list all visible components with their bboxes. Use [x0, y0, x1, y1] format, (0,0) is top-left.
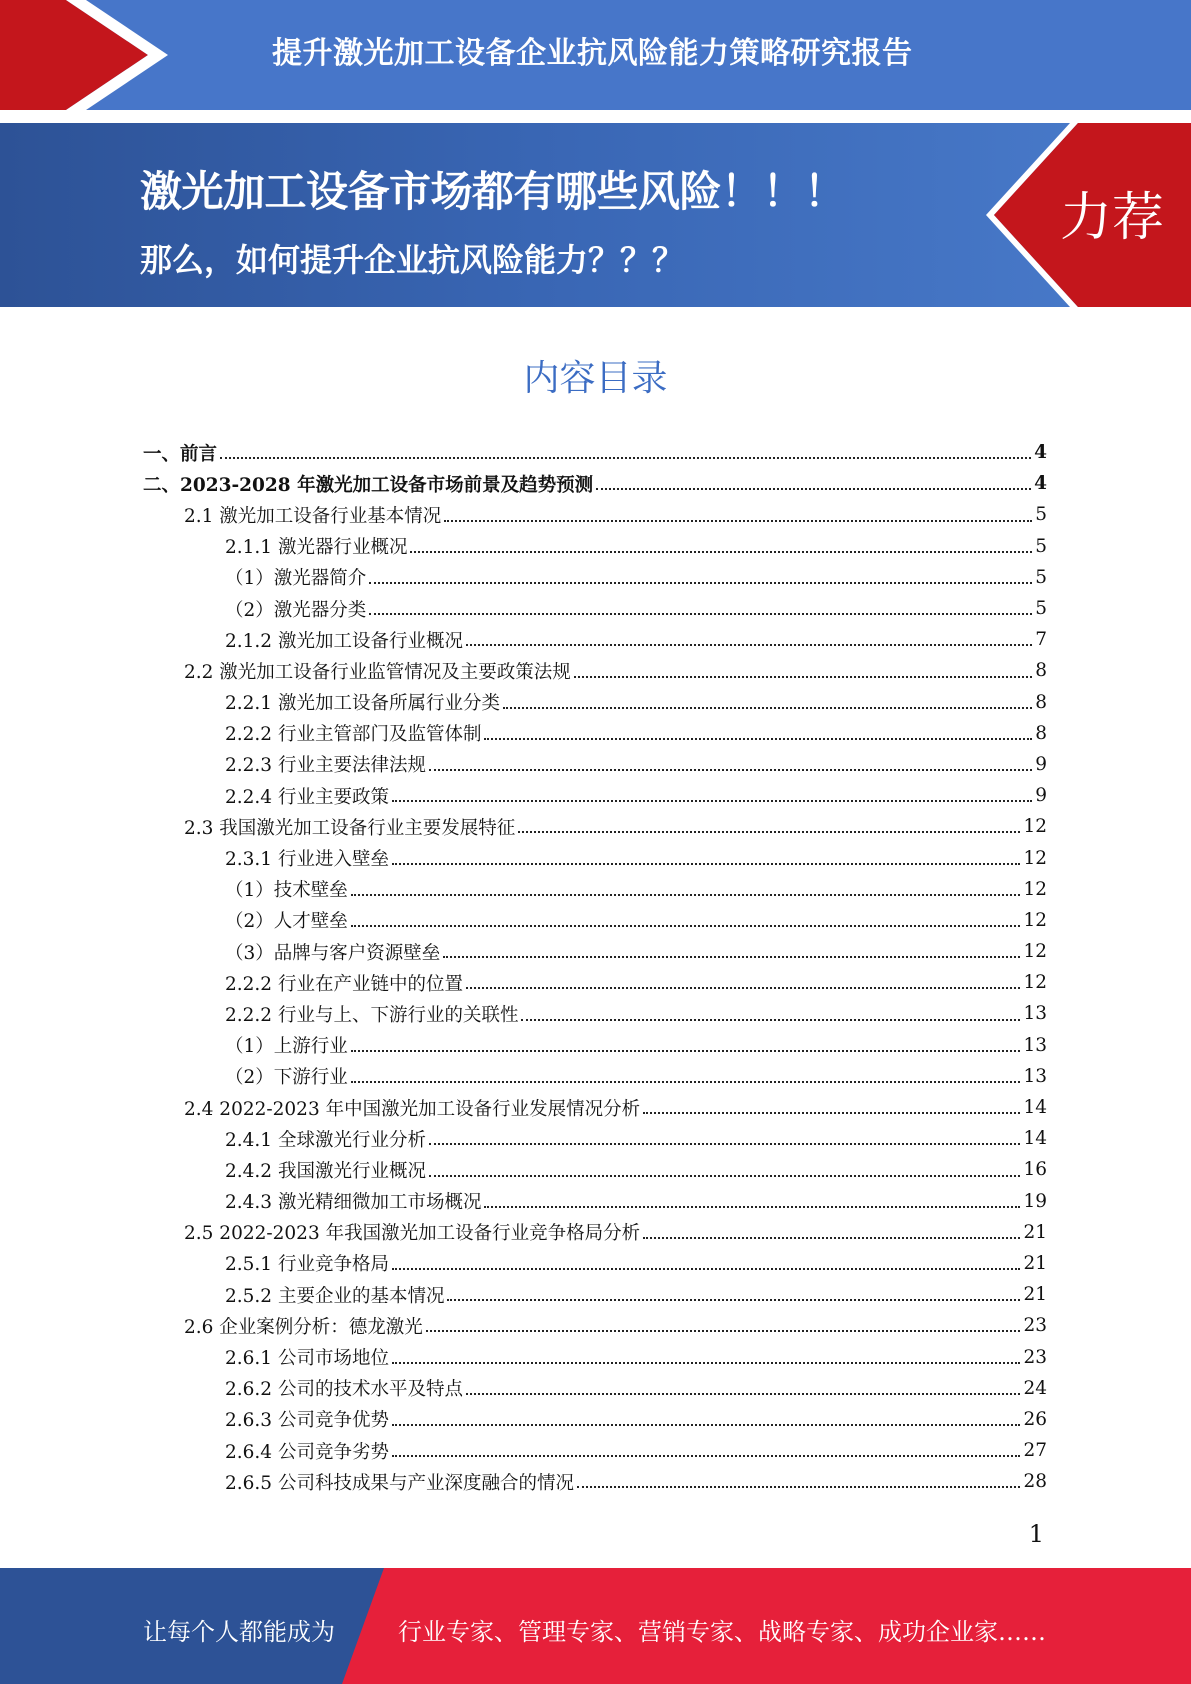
toc-entry-page: 9	[1035, 753, 1047, 775]
toc-dot-leader	[643, 1237, 1020, 1239]
toc-entry[interactable]	[0, 1248, 1191, 1279]
toc-dot-leader	[369, 613, 1032, 615]
toc-entry[interactable]	[0, 749, 1191, 780]
toc-dot-leader	[447, 1299, 1020, 1301]
toc-entry[interactable]	[0, 967, 1191, 998]
toc-entry[interactable]	[0, 1154, 1191, 1185]
report-title: 提升激光加工设备企业抗风险能力策略研究报告	[272, 36, 913, 71]
page-number: 1	[1028, 1520, 1044, 1548]
toc-entry-page: 27	[1023, 1440, 1047, 1462]
toc-dot-leader	[410, 551, 1032, 553]
toc-entry[interactable]	[0, 1341, 1191, 1372]
toc-entry-label: 2.2.4 行业主要政策	[225, 786, 389, 808]
toc-entry-label: 二、2023-2028 年激光加工设备市场前景及趋势预测	[143, 474, 594, 496]
toc-entry[interactable]	[0, 905, 1191, 936]
toc-entry[interactable]	[0, 1092, 1191, 1123]
toc-dot-leader	[429, 769, 1032, 771]
toc-entry-page: 12	[1023, 816, 1047, 838]
footer-slogan-lead: 让每个人都能成为	[143, 1618, 335, 1646]
toc-dot-leader	[392, 1424, 1020, 1426]
toc-dot-leader	[643, 1112, 1020, 1114]
toc-entry-page: 13	[1023, 1003, 1047, 1025]
toc-dot-leader	[444, 520, 1032, 522]
toc-entry[interactable]	[0, 718, 1191, 749]
toc-dot-leader	[484, 738, 1032, 740]
toc-entry-label: 2.1.1 激光器行业概况	[225, 537, 408, 559]
toc-entry-label: 2.1.2 激光加工设备行业概况	[225, 630, 463, 652]
toc-entry[interactable]	[0, 1466, 1191, 1497]
toc-entry-page: 21	[1023, 1221, 1047, 1243]
toc-entry-label: 2.6.5 公司科技成果与产业深度融合的情况	[225, 1472, 574, 1494]
toc-entry-page: 12	[1023, 909, 1047, 931]
toc-entry[interactable]	[0, 437, 1191, 468]
toc-dot-leader	[369, 582, 1032, 584]
toc-entry-label: 2.6.2 公司的技术水平及特点	[225, 1379, 463, 1401]
hero-band	[0, 123, 1191, 307]
toc-entry[interactable]	[0, 842, 1191, 873]
toc-dot-leader	[466, 644, 1032, 646]
toc-entry[interactable]	[0, 874, 1191, 905]
toc-entry-page: 26	[1023, 1408, 1047, 1430]
toc-entry-label: 2.3.1 行业进入壁垒	[225, 849, 389, 871]
toc-entry-label: 2.6.4 公司竞争劣势	[225, 1441, 389, 1463]
toc-entry[interactable]	[0, 811, 1191, 842]
toc-entry-label: 2.5 2022-2023 年我国激光加工设备行业竞争格局分析	[184, 1223, 641, 1245]
toc-entry-page: 12	[1023, 847, 1047, 869]
toc-entry-page: 21	[1023, 1252, 1047, 1274]
toc-entry-label: 2.2 激光加工设备行业监管情况及主要政策法规	[184, 661, 571, 683]
toc-entry-label: （1）激光器简介	[225, 568, 367, 590]
toc-dot-leader	[392, 863, 1020, 865]
toc-entry-label: 2.5.2 主要企业的基本情况	[225, 1285, 445, 1307]
toc-dot-leader	[351, 925, 1021, 927]
toc-entry-label: 2.2.3 行业主要法律法规	[225, 755, 426, 777]
toc-entry-page: 4	[1034, 442, 1047, 464]
toc-entry-page: 5	[1035, 598, 1047, 620]
toc-entry[interactable]	[0, 687, 1191, 718]
toc-entry-page: 19	[1023, 1190, 1047, 1212]
toc-entry-page: 13	[1023, 1034, 1047, 1056]
toc-dot-leader	[392, 1455, 1020, 1457]
toc-dot-leader	[392, 800, 1032, 802]
toc-dot-leader	[429, 1175, 1020, 1177]
toc-entry-label: （2）下游行业	[225, 1067, 348, 1089]
toc-entry-label: 2.4.3 激光精细微加工市场概况	[225, 1192, 482, 1214]
toc-dot-leader	[443, 956, 1020, 958]
toc-entry-page: 9	[1035, 785, 1047, 807]
toc-entry-label: 2.4.2 我国激光行业概况	[225, 1160, 426, 1182]
toc-entry[interactable]	[0, 1404, 1191, 1435]
hero-subheadline: 那么，如何提升企业抗风险能力？？？	[140, 241, 685, 279]
toc-entry-label: 2.2.2 行业主管部门及监管体制	[225, 724, 482, 746]
toc-entry-label: 2.1 激光加工设备行业基本情况	[184, 505, 442, 527]
toc-entry-page: 8	[1035, 660, 1047, 682]
toc-entry-label: 2.4 2022-2023 年中国激光加工设备行业发展情况分析	[184, 1098, 641, 1120]
toc-entry[interactable]	[0, 655, 1191, 686]
toc-entry-label: 2.4.1 全球激光行业分析	[225, 1129, 426, 1151]
toc-dot-leader	[426, 1330, 1021, 1332]
toc-entry-label: （2）人才壁垒	[225, 911, 348, 933]
toc-dot-leader	[574, 676, 1032, 678]
toc-entry-page: 8	[1035, 691, 1047, 713]
toc-entry-page: 4	[1034, 473, 1047, 495]
toc-entry[interactable]	[0, 1373, 1191, 1404]
toc-entry-page: 28	[1023, 1471, 1047, 1493]
toc-entry[interactable]	[0, 998, 1191, 1029]
toc-entry-page: 21	[1023, 1284, 1047, 1306]
toc-entry-page: 23	[1023, 1346, 1047, 1368]
toc-entry[interactable]	[0, 531, 1191, 562]
toc-entry[interactable]	[0, 1030, 1191, 1061]
toc-dot-leader	[596, 488, 1031, 490]
toc-entry-label: 2.3 我国激光加工设备行业主要发展特征	[184, 817, 516, 839]
hero-headline: 激光加工设备市场都有哪些风险！！！	[140, 167, 846, 216]
toc-entry-label: （3）品牌与客户资源壁垒	[225, 942, 441, 964]
toc-entry-page: 14	[1023, 1097, 1047, 1119]
toc-entry[interactable]	[0, 1123, 1191, 1154]
toc-entry-page: 24	[1023, 1377, 1047, 1399]
toc-entry[interactable]	[0, 1435, 1191, 1466]
toc-dot-leader	[351, 1050, 1021, 1052]
footer-slogan-roles: 行业专家、管理专家、营销专家、战略专家、成功企业家……	[398, 1618, 1046, 1646]
toc-entry[interactable]	[0, 468, 1191, 499]
toc-entry[interactable]	[0, 624, 1191, 655]
toc-entry-label: 2.6.3 公司竞争优势	[225, 1410, 389, 1432]
toc-dot-leader	[503, 707, 1032, 709]
recommend-badge: 力荐	[1060, 188, 1165, 248]
toc-entry[interactable]	[0, 936, 1191, 967]
toc-entry[interactable]	[0, 593, 1191, 624]
toc-entry-label: （1）上游行业	[225, 1036, 348, 1058]
toc-entry-page: 5	[1035, 504, 1047, 526]
toc-entry[interactable]	[0, 1061, 1191, 1092]
toc-entry-page: 23	[1023, 1315, 1047, 1337]
toc-entry-page: 12	[1023, 941, 1047, 963]
toc-dot-leader	[466, 1393, 1020, 1395]
toc-entry-label: 2.5.1 行业竞争格局	[225, 1254, 389, 1276]
footer-band	[0, 1568, 1191, 1684]
toc-heading: 内容目录	[523, 358, 668, 399]
toc-entry[interactable]	[0, 1186, 1191, 1217]
toc-entry-label: 2.6.1 公司市场地位	[225, 1348, 389, 1370]
toc-dot-leader	[518, 831, 1020, 833]
toc-dot-leader	[392, 1362, 1020, 1364]
toc-entry-label: 2.2.2 行业与上、下游行业的关联性	[225, 1004, 519, 1026]
toc-entry[interactable]	[0, 780, 1191, 811]
toc-entry-page: 13	[1023, 1065, 1047, 1087]
toc-entry-label: 2.2.1 激光加工设备所属行业分类	[225, 693, 500, 715]
toc-dot-leader	[351, 894, 1021, 896]
toc-entry-page: 8	[1035, 722, 1047, 744]
toc-dot-leader	[392, 1268, 1020, 1270]
toc-dot-leader	[220, 457, 1031, 459]
toc-dot-leader	[577, 1486, 1020, 1488]
toc-dot-leader	[521, 1019, 1020, 1021]
toc-dot-leader	[351, 1081, 1021, 1083]
toc-entry-label: （2）激光器分类	[225, 599, 367, 621]
toc-entry-page: 12	[1023, 878, 1047, 900]
top-banner	[0, 0, 1191, 110]
toc-entry[interactable]	[0, 1310, 1191, 1341]
toc-entry-page: 14	[1023, 1128, 1047, 1150]
toc-entry[interactable]	[0, 562, 1191, 593]
toc-entry-page: 16	[1023, 1159, 1047, 1181]
toc-entry-label: 一、前言	[143, 443, 218, 465]
toc-entry[interactable]	[0, 1217, 1191, 1248]
toc-entry-page: 5	[1035, 535, 1047, 557]
toc-entry-label: 2.6 企业案例分析：德龙激光	[184, 1316, 423, 1338]
table-of-contents	[0, 437, 1191, 1497]
toc-entry[interactable]	[0, 499, 1191, 530]
toc-dot-leader	[429, 1143, 1020, 1145]
toc-entry-page: 5	[1035, 566, 1047, 588]
toc-entry-page: 7	[1035, 629, 1047, 651]
toc-entry-page: 12	[1023, 972, 1047, 994]
toc-entry-label: 2.2.2 行业在产业链中的位置	[225, 973, 463, 995]
toc-entry-label: （1）技术壁垒	[225, 880, 348, 902]
toc-dot-leader	[466, 987, 1020, 989]
toc-entry[interactable]	[0, 1279, 1191, 1310]
toc-dot-leader	[484, 1206, 1020, 1208]
